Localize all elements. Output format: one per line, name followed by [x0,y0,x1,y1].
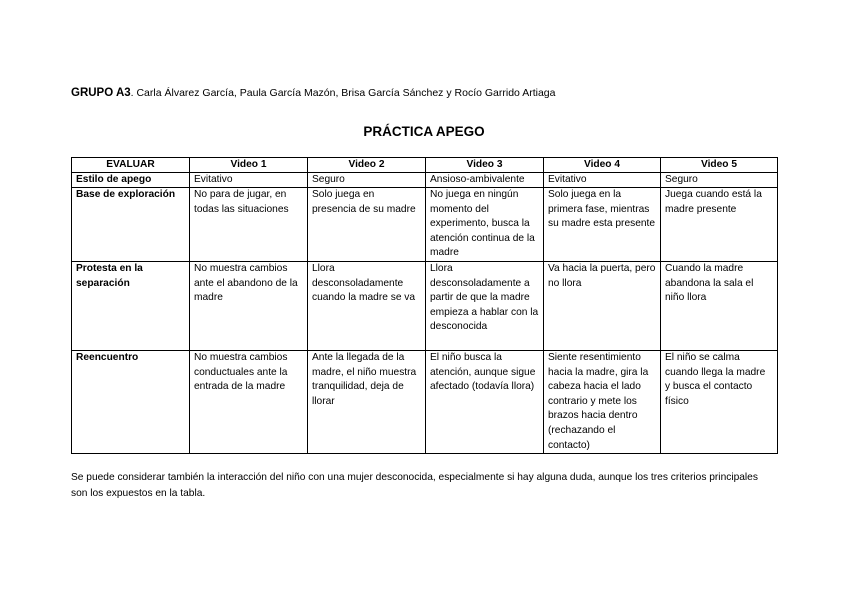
table-cell: No para de jugar, en todas las situaciones [190,188,308,262]
authors-names: . Carla Álvarez García, Paula García Mazón, Brisa García Sánchez y Rocío Garrido Artiaga [130,87,556,99]
table-cell: Siente resentimiento hacia la madre, gira la cabeza hacia el lado contrario y mete los brazos hacia dentro (rechazando el contacto) [544,351,661,454]
table-cell: Llora desconsoladamente cuando la madre se va [308,262,426,351]
table-cell: El niño se calma cuando llega la madre y busca el contacto físico [661,351,778,454]
table-row-estilo-de-apego [72,173,778,188]
table-cell: Seguro [661,173,778,188]
table-row-protesta-en-la-separacion [72,262,778,351]
table-cell: Juega cuando está la madre presente [661,188,778,262]
column-header-video-1: Video 1 [190,158,308,173]
column-header-evaluar: EVALUAR [72,158,190,173]
row-label: Estilo de apego [72,173,190,188]
footer-paragraph: Se puede considerar también la interacción del niño con una mujer desconocida, especialmente si hay alguna duda, aunque los tres criterios principales son los expuestos en la tabla. [71,472,758,499]
table-cell: Solo juega en la primera fase, mientras su madre esta presente [544,188,661,262]
table-cell: El niño busca la atención, aunque sigue afectado (todavía llora) [426,351,544,454]
table-header-row [72,158,778,173]
table-cell: Evitativo [544,173,661,188]
table-cell: Llora desconsoladamente a partir de que la madre empieza a hablar con la desconocida [426,262,544,351]
row-label: Reencuentro [72,351,190,454]
table-cell: No juega en ningún momento del experimento, busca la atención continua de la madre [426,188,544,262]
group-label: GRUPO A3 [71,87,131,99]
authors-line [71,87,556,99]
table-cell: Cuando la madre abandona la sala el niño llora [661,262,778,351]
row-label: Base de exploración [72,188,190,262]
column-header-video-3: Video 3 [426,158,544,173]
table-row-base-de-exploracion [72,188,778,262]
attachment-table [71,157,778,454]
row-label: Protesta en la separación [72,262,190,351]
column-header-video-4: Video 4 [544,158,661,173]
table-cell: Solo juega en presencia de su madre [308,188,426,262]
document-title: PRÁCTICA APEGO [363,124,485,139]
table-cell: Va hacia la puerta, pero no llora [544,262,661,351]
table-row-reencuentro [72,351,778,454]
table-cell: No muestra cambios conductuales ante la entrada de la madre [190,351,308,454]
table-cell: Seguro [308,173,426,188]
table-cell: Ante la llegada de la madre, el niño muestra tranquilidad, deja de llorar [308,351,426,454]
column-header-video-5: Video 5 [661,158,778,173]
table-cell: No muestra cambios ante el abandono de la madre [190,262,308,351]
table-cell: Ansioso-ambivalente [426,173,544,188]
table-cell: Evitativo [190,173,308,188]
column-header-video-2: Video 2 [308,158,426,173]
